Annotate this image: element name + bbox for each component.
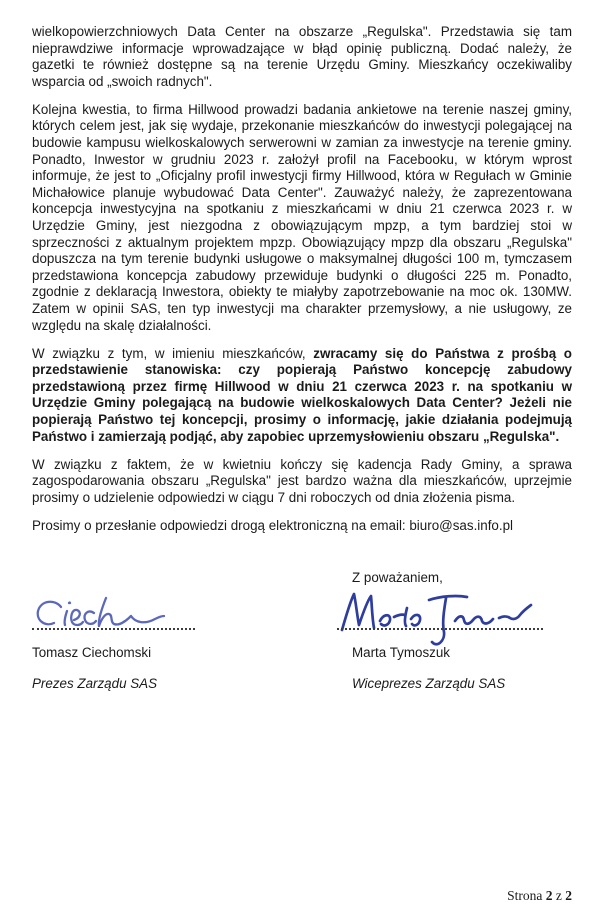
paragraph-termin-odpowiedzi: W związku z faktem, że w kwietniu kończy się kadencja Rady Gminy, a sprawa zagospodarowania obszaru „Regulska" jest bardzo ważna dla mieszkańców, uprzejmie prosimy o udzielenie odpowiedzi w ciągu 7 dni roboczych od dnia złożenia pisma. — [32, 456, 572, 505]
paragraph-zapytanie — [32, 346, 572, 446]
paragraph-hillwood-badania: Kolejna kwestia, to firma Hillwood prowadzi badania ankietowe na terenie naszej gminy, których celem jest, jak się wydaje, przekonanie mieszkańców do inwestycji polegającej na budowie kampusu wielkoskalowych serwerowni w zamian za inwestycje na terenie gminy. Ponadto, Inwestor w grudniu 2023 r. założył profil na Facebooku, w którym wprost informuje, że jest to „Oficjalny profil inwestycji firmy Hillwood, która w Regułach w Gminie Michałowice planuje wybudować Data Center". Zauważyć należy, że zaprezentowana koncepcja inwestycyjna na spotkaniu z mieszkańcami w dniu 21 czerwca 2023 r. w Urzędzie Gminy, jest niezgodna z obowiązującym mpzp, a tym bardziej stoi w sprzeczności z aktualnym projektem mpzp. Obowiązujący mpzp dla obszaru „Regulska" dopuszcza na tym terenie budynki usługowe o maksymalnej długości 100 m, tymczasem przedstawiona koncepcja zabudowy przewiduje budynki o długości 225 m. Ponadto, zgodnie z deklaracją Inwestora, obiekty te miałyby zapotrzebowanie na moc ok. 130MW. Zatem w opinii SAS, ten typ inwestycji ma charakter przemysłowy, a nie usługowy, ze względu na skalę działalności. — [32, 101, 572, 333]
closing-salutation: Z poważaniem, — [352, 570, 443, 585]
signature-left-dotted-line — [32, 628, 195, 630]
page-number-of-word: z — [555, 888, 562, 903]
signature-right-ink — [342, 594, 531, 644]
page-number-label: Strona — [507, 888, 543, 903]
page-number-current: 2 — [545, 888, 553, 903]
signature-left-ink — [38, 598, 164, 626]
signatory-right-title: Wiceprezes Zarządu SAS — [352, 676, 506, 691]
paragraph-gazetki: wielkopowierzchniowych Data Center na obszarze „Regulska". Przedstawia się tam nieprawdziwe informacje wprowadzające w błąd opinię publiczną. Dodać należy, że gazetki te również dostępne są na terenie Urzędu Gminy. Mieszkańcy oczekiwaliby wsparcia od „swoich radnych". — [32, 24, 572, 89]
page-number-total: 2 — [565, 888, 572, 903]
page-number-footer — [507, 888, 572, 904]
paragraph-zapytanie-bold: zwracamy się do Państwa z prośbą o przedstawienie stanowiska: czy popierają Państwo koncepcję zabudowy przedstawioną przez firmę Hillwood w dniu 21 czerwca 2023 r. na spotkaniu w Urzędzie Gminy polegającą na budowie wielkoskalowych Data Center? Jeżeli nie popierają Państwo tej koncepcji, prosimy o informację, jakie działania podejmują Państwo i zamierzają podjąć, aby zapobiec uprzemysłowieniu obszaru „Regulska". — [32, 345, 572, 444]
paragraph-email: Prosimy o przesłanie odpowiedzi drogą elektroniczną na email: biuro@sas.info.pl — [32, 518, 514, 534]
paragraph-zapytanie-intro: W związku z tym, w imieniu mieszkańców, — [32, 345, 314, 361]
signature-left-handwriting-icon — [28, 594, 168, 640]
signatory-left-title: Prezes Zarządu SAS — [32, 676, 158, 691]
signature-right-handwriting-icon — [334, 588, 544, 650]
signature-right-dotted-line — [337, 628, 543, 630]
signatory-right-name: Marta Tymoszuk — [352, 645, 450, 660]
signatory-left-name: Tomasz Ciechomski — [32, 645, 152, 660]
letter-body — [32, 24, 572, 546]
